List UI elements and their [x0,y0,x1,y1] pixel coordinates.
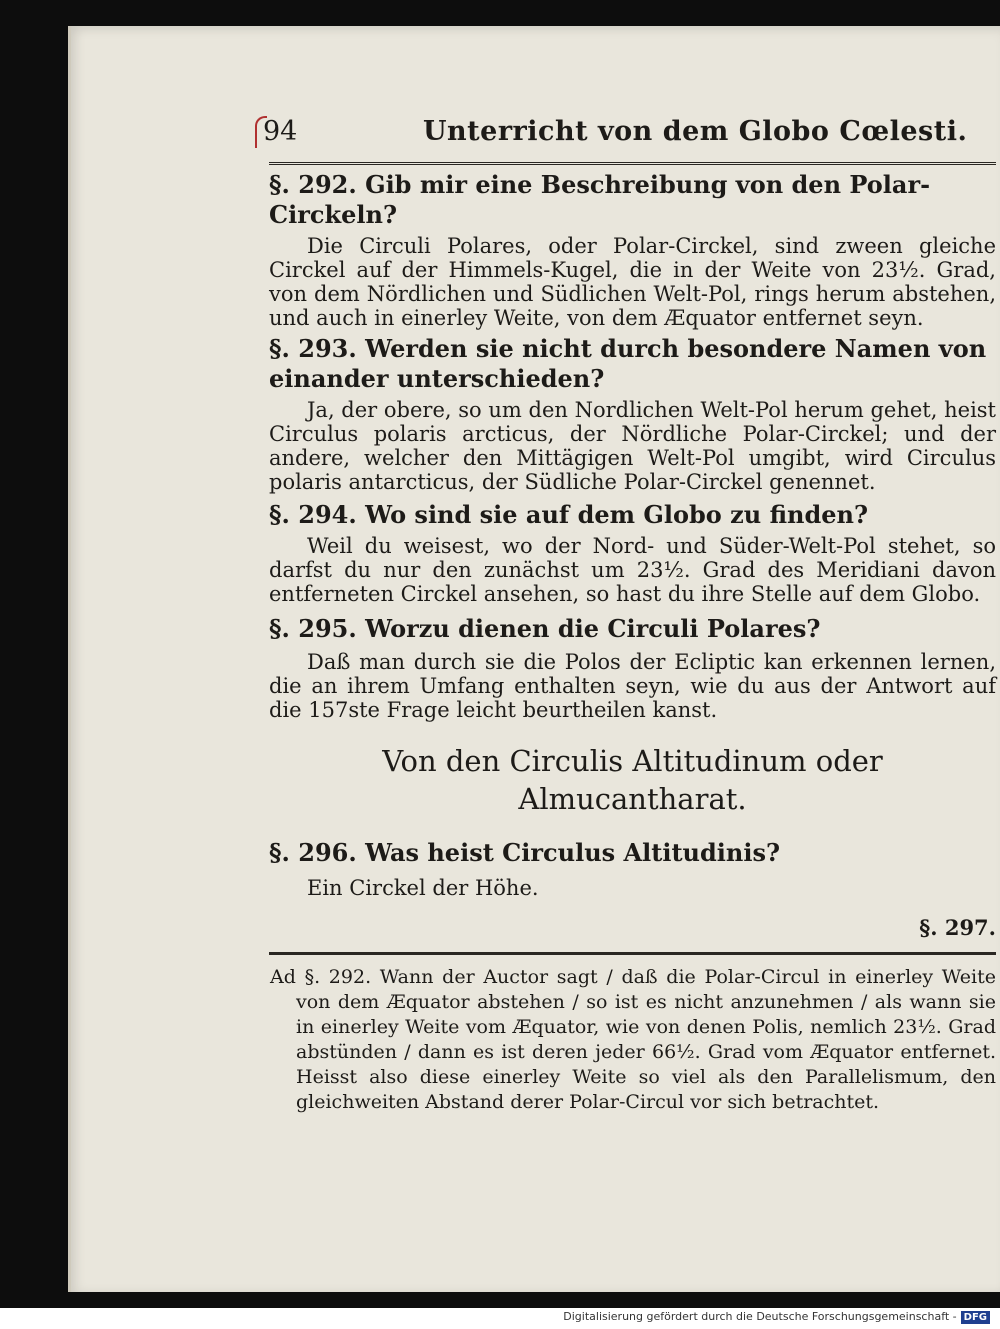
question-296: §. 296. Was heist Circulus Altitudinis? [269,838,781,867]
dfg-logo: DFG [961,1311,990,1324]
answer-292: Die Circuli Polares, oder Polar-Circkel, sind zween gleiche Circkel auf der Himmels-Kugel, die in der Weite von 23½. Grad, von dem Nördlichen und Südlichen Welt-Pol, rings herum abstehen, und auch in einerley Weite, von dem Æquator entfernet seyn. [269,234,996,330]
digitization-credit-text: Digitalisierung gefördert durch die Deutsche Forschungsgemeinschaft - [563,1310,957,1323]
page-number: 94 [263,116,298,147]
running-title: Unterricht von dem Globo Cœlesti. [423,116,968,147]
answer-293: Ja, der obere, so um den Nordlichen Welt-Pol herum gehet, heist Circulus polaris arcticus, der Nördliche Polar-Circkel; und der andere, welcher den Mittägigen Welt-Pol umgibt, wird Circulus polaris antarcticus, der Südliche Polar-Circkel genennet. [269,398,996,494]
question-292: §. 292. Gib mir eine Beschreibung von den Polar-Circkeln? [269,170,931,229]
page-header [201,106,996,156]
page-content [201,106,996,1115]
question-293: §. 293. Werden sie nicht durch besondere Namen von einander unterschieden? [269,334,987,393]
answer-294: Weil du weisest, wo der Nord- und Süder-Welt-Pol stehet, so darfst du nur den zunächst um 23½. Grad des Meridiani davon entferneten Circkel ansehen, so hast du ihre Stelle auf dem Globo. [269,534,996,606]
footnote: Ad §. 292. Wann der Auctor sagt / daß die Polar-Circul in einerley Weite von dem Æquator abstehen / so ist es nicht anzunehmen / als wann sie in einerley Weite vom Æquator, wie von denen Polis, nemlich 23½. Grad abstünden / dann es ist deren jeder 66½. Grad vom Æquator entfernet. Heisst also diese einerley Weite so viel als den Parallelismum, den gleichweiten Abstand derer Polar-Circul vor sich betrachtet. [270,966,996,1113]
footnote-rule [269,952,996,955]
answer-295: Daß man durch sie die Polos der Ecliptic kan erkennen lernen, die an ihrem Umfang enthalten seyn, wie du aus der Antwort auf die 157ste Frage leicht beurtheilen kanst. [269,650,996,722]
book-page [68,26,1000,1292]
section-heading: Von den Circulis Altitudinum oder Almucantharat. [382,744,883,816]
digitization-credit [0,1310,1000,1324]
header-rule [269,162,996,165]
question-294: §. 294. Wo sind sie auf dem Globo zu finden? [269,500,869,529]
answer-296: Ein Circkel der Höhe. [307,876,539,900]
catchword: §. 297. [919,915,996,940]
question-295: §. 295. Worzu dienen die Circuli Polares? [269,614,821,643]
